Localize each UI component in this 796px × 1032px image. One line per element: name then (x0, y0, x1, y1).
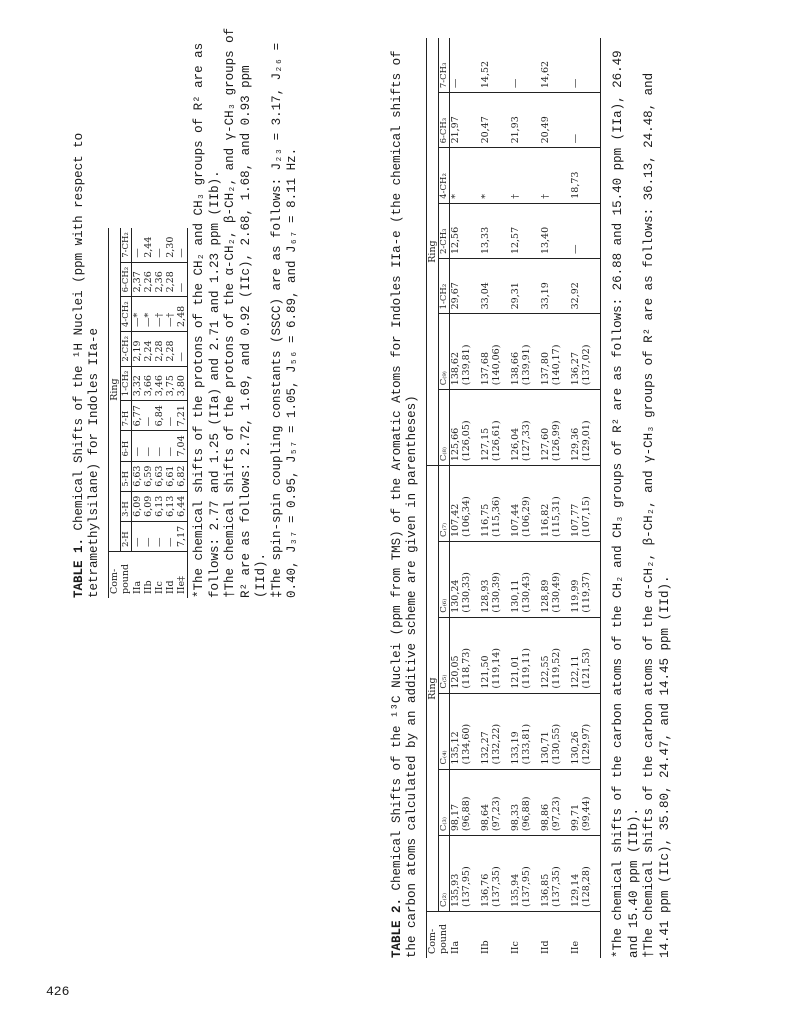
t2-cell (510, 259, 540, 314)
table2-footnote: †The chemical shifts of the carbon atoms of the α-CH₂, β-CH₂, and γ-CH₃ groups of R² are as follows: 36.13, 24.48, and 14.41 ppm (IIc), 35.80, 24.47, and 14.45 ppm (IId). (642, 72, 672, 958)
t2-cell (540, 148, 570, 203)
table1-footnote: *The chemical shifts of the protons of the CH₂ and CH₃ groups of R² are as follows: 2.77 and 1.25 (IIa) and 2.71 and 1.23 ppm (IIb). (192, 42, 222, 598)
t1-compound: IIa (132, 552, 144, 599)
t2-value: 127,15 (480, 427, 491, 462)
t2-cell (510, 93, 540, 148)
t2-calculated-value: (129,01) (581, 420, 592, 462)
t2-cell (540, 836, 570, 912)
t2-value: 20,49 (540, 116, 551, 144)
t2-col-header: 6-CH₃ (439, 93, 450, 148)
t2-value: 21,97 (450, 116, 461, 144)
t2-cell (570, 466, 601, 542)
t2-cell (570, 617, 601, 693)
t2-value: — (570, 244, 581, 255)
t2-value: 107,42 (450, 503, 461, 537)
t1-cell: 3,46 (154, 366, 165, 401)
t2-cell (540, 769, 570, 836)
t2-value: * (450, 193, 461, 199)
t2-cell (480, 617, 510, 693)
table-row (450, 38, 481, 958)
t1-cell: 2,24 (143, 332, 154, 367)
t2-cell (570, 148, 601, 203)
t2-value: 137,80 (540, 351, 551, 386)
t2-value: 138,66 (510, 351, 521, 386)
table2 (426, 38, 601, 958)
table2-footnotes (611, 28, 673, 958)
t1-cell: 7,04 (176, 431, 188, 461)
t2-compound: IIc (510, 912, 540, 959)
t2-calculated-value: (96,88) (461, 796, 472, 832)
t2-value: 98,86 (540, 803, 551, 832)
t2-value: 130,24 (450, 579, 461, 613)
t2-value: * (480, 193, 491, 199)
t1-col-header: 3-H (121, 491, 132, 521)
t2-value: 116,82 (540, 503, 551, 537)
t2-value: 135,12 (450, 731, 461, 765)
t2-calculated-value: (97,23) (551, 796, 562, 832)
t2-cell (510, 203, 540, 258)
t2-col-header: C₍₅₎ (439, 617, 450, 693)
t1-cell: 6,61 (165, 461, 176, 491)
t2-cell (570, 259, 601, 314)
t1-cell: 2,30 (165, 236, 176, 258)
t2-value: 13,40 (540, 226, 551, 255)
t1-cell: 6,59 (143, 461, 154, 491)
t2-col-header: C₍₃₎ (439, 769, 450, 836)
t2-calculated-value: (107,15) (581, 496, 592, 537)
t2-cell (480, 390, 510, 466)
t2-value: † (510, 193, 521, 199)
table-row (510, 38, 540, 958)
table2-block (390, 28, 673, 958)
t2-value: 133,19 (510, 731, 521, 765)
t1-col-header: 7-H (121, 401, 132, 431)
table1-footnote: †The chemical shifts of the protons of the α-CH₂, β-CH₂, and γ-CH₃ groups of R² are as follows: 2.72, 1.69, and 0.92 (IIc), 2.68, 1.68, and 0.93 ppm (IId). (223, 27, 268, 598)
t2-value: 122,55 (540, 655, 551, 689)
t2-value: 129,36 (570, 427, 581, 462)
t2-cell (540, 693, 570, 769)
table1-block (72, 18, 301, 598)
t2-cell (570, 314, 601, 390)
t1-cell: 6,63 (154, 461, 165, 491)
t2-calculated-value: (127,33) (521, 420, 532, 462)
t2-calculated-value: (140,06) (491, 344, 502, 386)
table1-caption-text: Chemical Shifts of the ¹H Nuclei (ppm with respect to tetramethylsilane) for Indoles IIa-e (72, 132, 101, 598)
t2-col-header: C₍₂₎ (439, 836, 450, 912)
t2-cell (450, 148, 481, 203)
t2-calculated-value: (121,53) (581, 648, 592, 689)
t2-cell (450, 836, 481, 912)
t1-cell: — (165, 521, 176, 551)
t2-value: 136,27 (570, 351, 581, 386)
t2-calculated-value: (140,17) (551, 344, 562, 386)
table-row (165, 228, 176, 598)
t1-compound: IId (165, 552, 176, 599)
t1-compound: IIe‡ (176, 552, 188, 599)
t2-value: † (540, 193, 551, 199)
t2-value: 121,50 (480, 655, 491, 689)
t2-calculated-value: (119,11) (521, 648, 532, 689)
page-number: 426 (46, 984, 70, 999)
t1-cell: 2,44 (143, 236, 154, 258)
t2-value: 129,14 (570, 873, 581, 907)
t1-cell: 2,26 (143, 262, 154, 297)
t2-calculated-value: (130,49) (551, 572, 562, 613)
t1-cell: 6,44 (176, 491, 188, 521)
t2-cell (510, 314, 540, 390)
t2-value: 12,56 (450, 226, 461, 255)
t2-calculated-value: (118,73) (461, 648, 472, 689)
t1-cell: — (143, 521, 154, 551)
t2-value: — (450, 78, 461, 89)
t2-cell (480, 203, 510, 258)
t2-value: 120,05 (450, 655, 461, 689)
t2-cell (540, 617, 570, 693)
table1-caption-label: TABLE 1. (72, 537, 86, 598)
t2-cell (540, 93, 570, 148)
t2-value: 21,93 (510, 116, 521, 144)
t1-cell: 3,66 (143, 366, 154, 401)
t2-calculated-value: (106,34) (461, 496, 472, 537)
table-row (570, 38, 601, 958)
t2-value: 127,60 (540, 427, 551, 462)
table2-ring-header-left: Ring (427, 466, 439, 912)
t2-cell (450, 93, 481, 148)
t2-value: 125,66 (450, 427, 461, 462)
t1-cell: — (154, 431, 165, 461)
table1 (108, 228, 188, 598)
t2-calculated-value: (115,36) (491, 496, 502, 537)
table-row (540, 38, 570, 958)
t2-value: 135,93 (450, 873, 461, 907)
t2-col-header: 2-CH₃ (439, 203, 450, 258)
t2-calculated-value: (139,91) (521, 344, 532, 386)
t2-value: 128,93 (480, 579, 491, 613)
t2-value: 130,11 (510, 579, 521, 613)
t2-cell (570, 203, 601, 258)
t1-cell: —* (132, 297, 144, 332)
t2-cell (510, 769, 540, 836)
t2-value: 13,33 (480, 226, 491, 255)
t2-cell (570, 541, 601, 617)
table-row (132, 228, 144, 598)
t1-cell: 2,48 (176, 297, 188, 332)
t2-calculated-value: (119,14) (491, 648, 502, 689)
t2-cell (510, 38, 540, 93)
table2-ring-header-right: Ring (427, 38, 439, 466)
t2-value: 20,47 (480, 116, 491, 144)
t2-value: 98,33 (510, 803, 521, 832)
t1-cell: 2,19 (132, 332, 144, 367)
t2-value: 136,76 (480, 873, 491, 907)
t1-cell: 2,36 (154, 262, 165, 297)
t1-cell: — (176, 332, 188, 367)
table-row (480, 38, 510, 958)
t1-cell: —* (143, 297, 154, 332)
table2-caption (390, 28, 420, 958)
t2-calculated-value: (96,88) (521, 796, 532, 832)
t1-cell: — (176, 262, 188, 297)
t2-col-header: 4-CH₂ (439, 148, 450, 203)
table1-compound-header: Com-pound (109, 552, 132, 599)
t2-calculated-value: (137,95) (521, 866, 532, 907)
t1-cell: 6,84 (154, 401, 165, 431)
t2-cell (480, 769, 510, 836)
t2-value: 14,62 (540, 60, 551, 89)
table1-footnote: ‡The spin-spin coupling constants (SSCC) are as follows: J₂₃ = 3.17, J₂₆ = 0.40, J₃₇ = 0.95, J₅₇ = 1.05, J₅₆ = 6.89, and J₆₇ = 8.11 Hz. (269, 42, 299, 598)
t2-cell (540, 390, 570, 466)
t1-cell: — (143, 431, 154, 461)
t2-cell (570, 836, 601, 912)
t2-col-header: C₍₄₎ (439, 693, 450, 769)
t2-cell (480, 38, 510, 93)
t2-value: 18,73 (570, 171, 581, 199)
t2-calculated-value: (137,35) (551, 866, 562, 907)
t1-col-header: 4-CH₂ (121, 297, 132, 332)
t2-value: 116,75 (480, 503, 491, 537)
t2-value: 126,04 (510, 427, 521, 462)
t2-calculated-value: (137,95) (461, 866, 472, 907)
t1-cell: — (132, 431, 144, 461)
t1-col-header: 6-H (121, 431, 132, 461)
t2-calculated-value: (139,81) (461, 344, 472, 386)
t2-value: 130,26 (570, 731, 581, 765)
t2-cell (510, 466, 540, 542)
t2-calculated-value: (134,60) (461, 723, 472, 765)
t2-compound: IId (540, 912, 570, 959)
table1-footnotes (192, 18, 301, 598)
t2-value: 107,77 (570, 503, 581, 537)
table-row (143, 228, 154, 598)
t1-compound: IIc (154, 552, 165, 599)
t1-cell: 2,37 (132, 262, 144, 297)
t2-cell (540, 38, 570, 93)
t2-value: — (570, 78, 581, 89)
t2-compound: IIb (480, 912, 510, 959)
t2-value: 29,31 (510, 282, 521, 310)
t1-cell: 2,28 (154, 332, 165, 367)
t2-calculated-value: (126,05) (461, 420, 472, 462)
t2-value: 135,94 (510, 873, 521, 907)
t2-cell (450, 617, 481, 693)
t2-cell (510, 836, 540, 912)
t1-cell: 7,17 (176, 521, 188, 551)
rotated-content (72, 18, 732, 958)
t2-calculated-value: (115,31) (551, 496, 562, 537)
t2-cell (570, 93, 601, 148)
t2-cell (510, 541, 540, 617)
t2-value: — (570, 133, 581, 144)
t2-calculated-value: (119,37) (581, 572, 592, 613)
t2-value: 121,01 (510, 655, 521, 689)
t1-col-header: 1-CH₂ (121, 366, 132, 401)
t2-value: 107,44 (510, 503, 521, 537)
t2-cell (570, 390, 601, 466)
t1-cell: 6,77 (132, 401, 144, 431)
t1-cell: 3,32 (132, 366, 144, 401)
t2-cell (450, 259, 481, 314)
t1-col-header: 5-H (121, 461, 132, 491)
t2-calculated-value: (130,43) (521, 572, 532, 613)
table2-compound-header: Com-pound (427, 912, 450, 959)
t2-col-header: C₍₈₎ (439, 390, 450, 466)
t2-calculated-value: (129,97) (581, 723, 592, 765)
t1-cell: 6,13 (165, 491, 176, 521)
t2-calculated-value: (126,61) (491, 420, 502, 462)
t2-cell (450, 466, 481, 542)
t1-cell: — (132, 521, 144, 551)
t1-cell: — (176, 228, 188, 262)
t2-value: 132,27 (480, 731, 491, 765)
t1-cell: — (165, 431, 176, 461)
t2-compound: IIe (570, 912, 601, 959)
t2-cell (480, 148, 510, 203)
t2-calculated-value: (106,29) (521, 496, 532, 537)
t2-calculated-value: (133,81) (521, 723, 532, 765)
t2-col-header: C₍₇₎ (439, 466, 450, 542)
t1-cell: 2,28 (165, 332, 176, 367)
t2-cell (480, 314, 510, 390)
t2-calculated-value: (132,22) (491, 723, 502, 765)
t1-cell: —† (154, 297, 165, 332)
t1-cell: —† (165, 297, 176, 332)
t2-value: 98,64 (480, 803, 491, 832)
t2-calculated-value: (130,39) (491, 572, 502, 613)
t2-cell (510, 148, 540, 203)
t2-col-header: C₍₉₎ (439, 314, 450, 390)
t1-col-header: 7-CH₂ (121, 228, 132, 262)
table2-body (450, 38, 601, 958)
t2-cell (450, 390, 481, 466)
table1-caption (72, 18, 102, 598)
t2-col-header: C₍₆₎ (439, 541, 450, 617)
t1-cell: — (165, 401, 176, 431)
t2-cell (450, 203, 481, 258)
t2-calculated-value: (99,44) (581, 796, 592, 832)
t2-col-header: 7-CH₃ (439, 38, 450, 93)
t2-cell (450, 38, 481, 93)
t1-col-header: 2-H (121, 521, 132, 551)
t2-cell (480, 259, 510, 314)
t1-cell: — (143, 401, 154, 431)
t1-cell: 6,13 (154, 491, 165, 521)
t2-cell (570, 769, 601, 836)
t1-cell: 6,09 (143, 491, 154, 521)
t2-calculated-value: (137,02) (581, 344, 592, 386)
t1-cell: 3,75 (165, 366, 176, 401)
t1-cell: 6,09 (132, 491, 144, 521)
t2-cell (540, 541, 570, 617)
table-row (154, 228, 165, 598)
t2-calculated-value: (128,28) (581, 866, 592, 907)
t2-calculated-value: (97,23) (491, 796, 502, 832)
t2-value: 137,68 (480, 351, 491, 386)
t2-cell (570, 693, 601, 769)
t2-cell (570, 38, 601, 93)
t2-value: 99,71 (570, 803, 581, 832)
t1-cell: 6,82 (176, 461, 188, 491)
t2-calculated-value: (130,55) (551, 723, 562, 765)
t2-cell (450, 693, 481, 769)
t2-calculated-value: (130,33) (461, 572, 472, 613)
t1-col-header: 6-CH₂ (121, 262, 132, 297)
t2-cell (540, 203, 570, 258)
t2-value: 33,04 (480, 282, 491, 310)
t2-cell (480, 541, 510, 617)
t2-cell (510, 390, 540, 466)
t2-value: 128,89 (540, 579, 551, 613)
t2-value: 98,17 (450, 803, 461, 832)
t2-cell (480, 836, 510, 912)
t2-calculated-value: (126,99) (551, 420, 562, 462)
t2-cell (450, 769, 481, 836)
t2-cell (480, 93, 510, 148)
t2-value: 12,57 (510, 226, 521, 255)
t1-cell: — (154, 248, 165, 258)
t1-compound: IIb (143, 552, 154, 599)
t2-cell (450, 314, 481, 390)
table-row (176, 228, 188, 598)
t2-compound: IIa (450, 912, 481, 959)
t2-cell (480, 466, 510, 542)
t2-value: 14,52 (480, 60, 491, 89)
t2-value: 122,11 (570, 655, 581, 689)
table2-caption-text: Chemical Shifts of the ¹³C Nuclei (ppm from TMS) of the Aromatic Atoms for Indoles IIa-e (the chemical shifts of the carbon atoms calculated by an additive scheme are given in parentheses) (390, 50, 419, 958)
t2-cell (540, 314, 570, 390)
t2-cell (450, 541, 481, 617)
t2-calculated-value: (137,35) (491, 866, 502, 907)
t1-cell: 7,21 (176, 401, 188, 431)
t2-value: 119,99 (570, 579, 581, 613)
t2-value: 33,19 (540, 282, 551, 310)
t1-col-header: 2-CH₂ (121, 332, 132, 367)
table1-ring-header: Ring (109, 228, 121, 551)
t2-value: 138,62 (450, 351, 461, 386)
t2-cell (510, 693, 540, 769)
t2-cell (540, 259, 570, 314)
t1-cell: 2,28 (165, 262, 176, 297)
t2-value: 130,71 (540, 731, 551, 765)
t1-cell: — (132, 248, 143, 258)
t1-cell: — (154, 521, 165, 551)
t2-value: 32,92 (570, 282, 581, 310)
t2-value: 29,67 (450, 282, 461, 310)
t1-cell: 6,63 (132, 461, 144, 491)
table2-caption-label: TABLE 2. (390, 897, 404, 958)
t2-calculated-value: (119,52) (551, 648, 562, 689)
t2-cell (540, 466, 570, 542)
t2-value: 136,85 (540, 873, 551, 907)
t2-cell (510, 617, 540, 693)
t2-col-header: 1-CH₂ (439, 259, 450, 314)
t2-value: — (510, 78, 521, 89)
table2-footnote: *The chemical shifts of the carbon atoms of the CH₂ and CH₃ groups of R² are as follows: 26.88 and 15.40 ppm (IIa), 26.49 and 15.40 ppm (IIb). (611, 50, 641, 958)
t2-cell (480, 693, 510, 769)
t1-cell: 3,80 (176, 366, 188, 401)
